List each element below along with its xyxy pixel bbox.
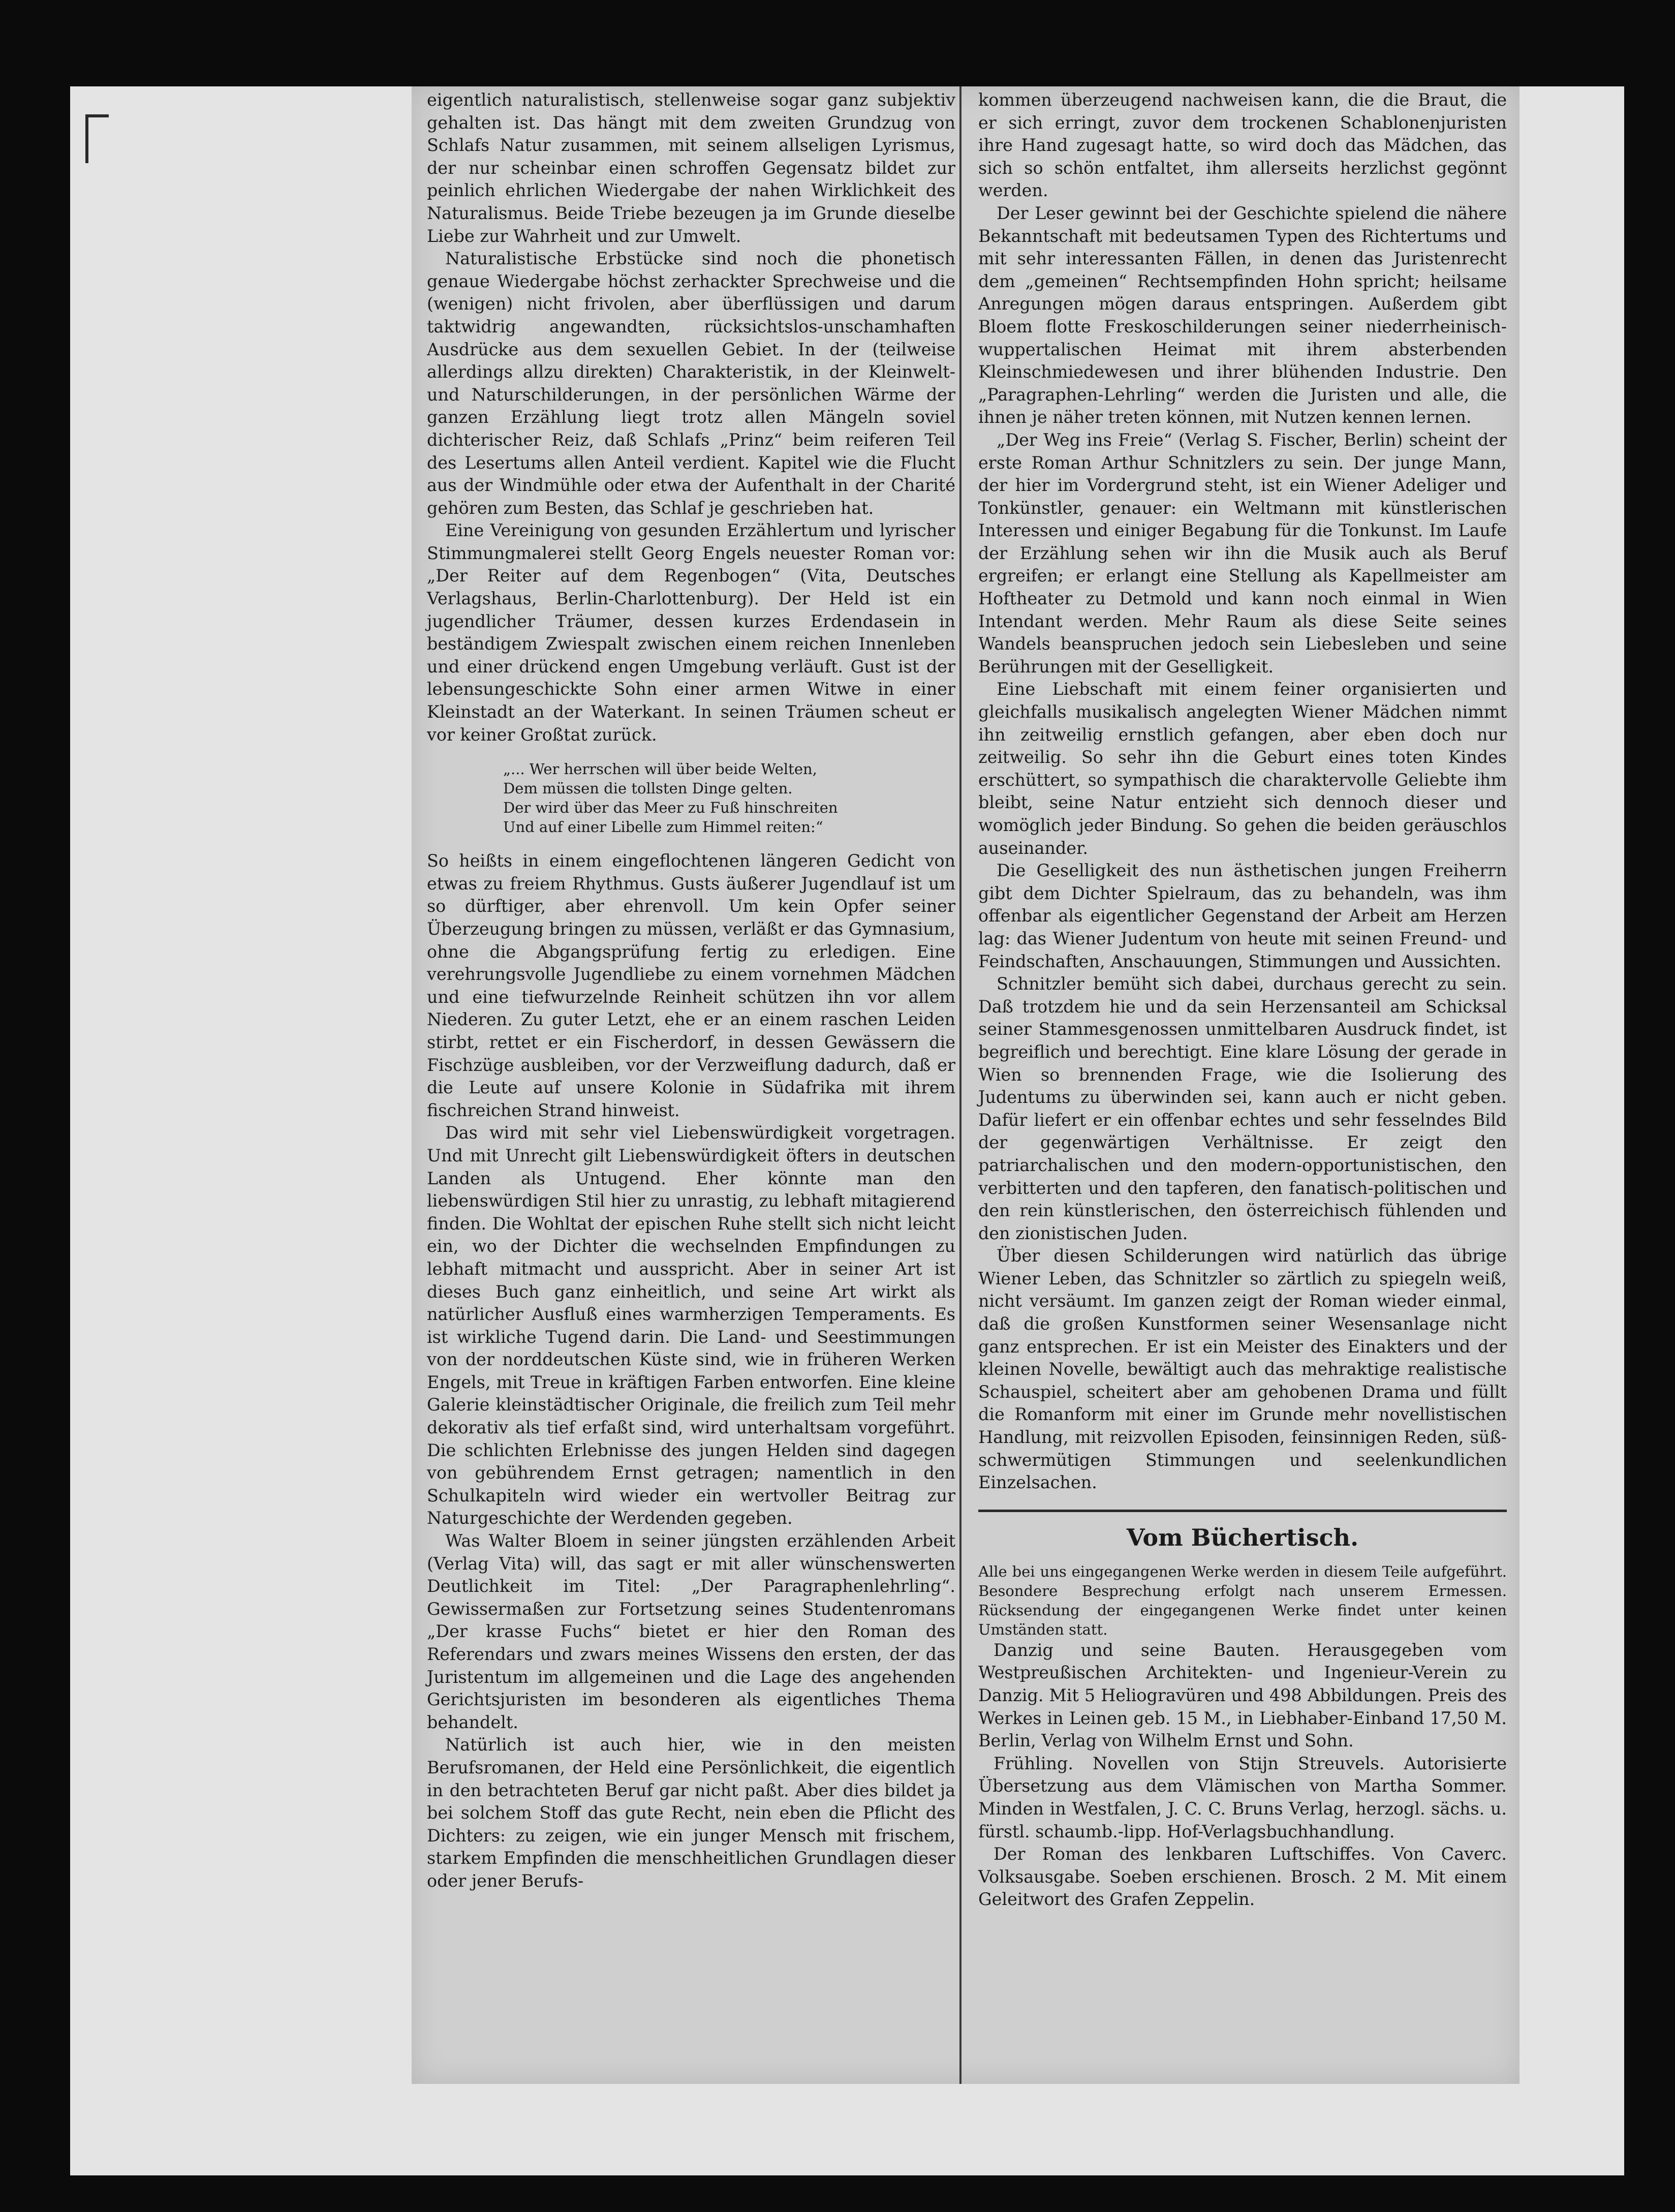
paragraph: eigentlich naturalistisch, stellenweise sogar ganz subjektiv gehalten ist. Das hängt mit dem zweiten Grundzug von Schlafs Natur zusammen, mit seinem allseligen Lyrismus, der nur scheinbar einen schroffen Gegensatz bildet zur peinlich ehrlichen Wiedergabe der nahen Wirklichkeit des Naturalismus. Beide Triebe bezeugen ja im Grunde dieselbe Liebe zur Wahrheit und zur Umwelt. [427,90,955,246]
poem-line: Der wird über das Meer zu Fuß hinschreiten [503,799,838,817]
paragraph: Der Leser gewinnt bei der Geschichte spielend die nähere Bekanntschaft mit bedeutsamen Typen des Richtertums und mit sehr interessanten Fällen, in denen das Juristenrecht dem „gemeinen“ Rechtsempfinden Hohn spricht; heilsame Anregungen mögen daraus entspringen. Außerdem gibt Bloem flotte Freskoschilderungen seiner niederrheinisch-wuppertalischen Heimat mit ihrem absterbenden Kleinschmiedewesen und ihrer blühenden Industrie. Den „Paragraphen-Lehrling“ werden die Juristen und alle, die ihnen je näher treten können, mit Nutzen kennen lernen. [978,203,1507,427]
section-heading: Vom Büchertisch. [1126,1523,1359,1551]
poem-line: „... Wer herrschen will über beide Welten, [503,760,817,778]
poem-line: Dem müssen die tollsten Dinge gelten. [503,780,793,797]
left-column [427,89,955,1893]
note-text: Alle bei uns eingegangenen Werke werden in diesem Teile aufgeführt. Besondere Besprechung erfolgt nach unserem Ermessen. Rücksendung der eingegangenen Werke findet unter keinen Umständen statt. [978,1562,1507,1638]
poem-line: Und auf einer Libelle zum Himmel reiten:“ [503,818,823,836]
poem-quote [427,759,955,837]
paragraph: „Der Weg ins Freie“ (Verlag S. Fischer, Berlin) scheint der erste Roman Arthur Schnitzlers zu sein. Der junge Mann, der hier im Vordergrund steht, ist ein Wiener Adeliger und Tonkünstler, genauer: ein Weltmann mit künstlerischen Interessen und einiger Begabung für die Tonkunst. Im Laufe der Erzählung sehen wir ihn die Musik auch als Beruf ergreifen; er erlangt eine Stellung als Kapellmeister am Hoftheater zu Detmold und kann noch einmal in Wien Intendant werden. Mehr Raum als diese Seite seines Wandels beanspruchen jedoch sein Liebesleben und seine Berührungen mit der Geselligkeit. [978,429,1507,677]
paragraph: Eine Vereinigung von gesunden Erzählertum und lyrischer Stimmungmalerei stellt Georg Engels neuester Roman vor: „Der Reiter auf dem Regenbogen“ (Vita, Deutsches Verlagshaus, Berlin-Charlottenburg). Der Held ist ein jugendlicher Träumer, dessen kurzes Erdendasein in beständigem Zwiespalt zwischen einem reichen Innenleben und einer drückend engen Umgebung verläuft. Gust ist der lebensungeschickte Sohn einer armen Witwe in einer Kleinstadt an der Waterkant. In seinen Träumen scheut er vor keiner Großtat zurück. [427,520,955,745]
column-rule [959,86,961,2084]
frame-corner-mark [85,114,109,163]
book-entry: Danzig und seine Bauten. Herausgegeben vom Westpreußischen Architekten- und Ingenieur-Verein zu Danzig. Mit 5 Heliogravüren und 498 Abbildungen. Preis des Werkes in Leinen geb. 15 M., in Liebhaber-Einband 17,50 M. Berlin, Verlag von Wilhelm Ernst und Sohn. [978,1640,1507,1751]
paragraph: Schnitzler bemüht sich dabei, durchaus gerecht zu sein. Daß trotzdem hie und da sein Herzensanteil am Schicksal seiner Stammesgenossen unmittelbaren Ausdruck findet, ist begreiflich und berechtigt. Eine klare Lösung der gerade in Wien so brennenden Frage, wie die Isolierung des Judentums zu überwinden sei, kann auch er nicht geben. Dafür liefert er ein offenbar echtes und sehr fesselndes Bild der gegenwärtigen Verhältnisse. Er zeigt den patriarchalischen und den modern-opportunistischen, den verbitterten und den tapferen, den fanatisch-politischen und den rein künstlerischen, den österreichisch fühlenden und den zionistischen Juden. [978,974,1507,1243]
right-column [978,89,1507,1911]
book-list [978,1639,1507,1911]
paragraph: kommen überzeugend nachweisen kann, die die Braut, die er sich erringt, zuvor dem trockenen Schablonenjuristen ihre Hand zugesagt hatte, so wird doch das Mädchen, das sich so schön entfaltet, ihm allerseits herzlichst gegönnt werden. [978,90,1507,201]
paragraph: Natürlich ist auch hier, wie in den meisten Berufsromanen, der Held eine Persönlichkeit, die eigentlich in den betrachteten Beruf gar nicht paßt. Aber dies bildet ja bei solchem Stoff das gute Recht, nein eben die Pflicht des Dichters: zu zeigen, wie ein junger Mensch mit frischem, starkem Empfinden die menschheitlichen Grundlagen dieser oder jener Berufs- [427,1735,955,1891]
paragraph: Über diesen Schilderungen wird natürlich das übrige Wiener Leben, das Schnitzler so zärtlich zu spiegeln weiß, nicht versäumt. Im ganzen zeigt der Roman wieder einmal, daß die großen Kunstformen seiner Wesensanlage nicht ganz entsprechen. Er ist ein Meister des Einakters und der kleinen Novelle, bewältigt auch das mehraktige realistische Schauspiel, scheitert aber am gehobenen Drama und füllt die Romanform mit einer im Grunde mehr novellistischen Handlung, mit reizvollen Episoden, feinsinnigen Reden, süß-schwermütigen Stimmungen und seelenkundlichen Einzelsachen. [978,1246,1507,1493]
paragraph: Das wird mit sehr viel Liebenswürdigkeit vorgetragen. Und mit Unrecht gilt Liebenswürdigkeit öfters in deutschen Landen als Untugend. Eher könnte man den liebenswürdigen Stil hier zu unrastig, zu lebhaft mitagierend finden. Die Wohltat der epischen Ruhe stellt sich nicht leicht ein, wo der Dichter die wechselnden Empfindungen zu lebhaft mitmacht und ausspricht. Aber in seiner Art ist dieses Buch ganz einheitlich, und seine Art wirkt als natürlicher Ausfluß eines warmherzigen Temperaments. Es ist wirkliche Tugend darin. Die Land- und Seestimmungen von der norddeutschen Küste sind, wie in früheren Werken Engels, mit Treue in kräftigen Farben entworfen. Eine kleine Galerie kleinstädtischer Originale, die freilich zum Teil mehr dekorativ als tief erfaßt sind, wird unterhaltsam vorgeführt. Die schlichten Erlebnisse des jungen Helden sind dagegen von gebührendem Ernst getragen; namentlich in den Schulkapiteln wird wieder ein wertvoller Beitrag zur Naturgeschichte der Werdenden gegeben. [427,1123,955,1528]
book-entry: Frühling. Novellen von Stijn Streuvels. Autorisierte Übersetzung aus dem Vlämischen von Martha Sommer. Minden in Westfalen, J. C. C. Bruns Verlag, herzogl. sächs. u. fürstl. schaumb.-lipp. Hof-Verlagsbuchhandlung. [978,1753,1507,1841]
paragraph: Was Walter Bloem in seiner jüngsten erzählenden Arbeit (Verlag Vita) will, das sagt er mit aller wünschenswerten Deutlichkeit im Titel: „Der Paragraphenlehrling“. Gewissermaßen zur Fortsetzung seines Studentenromans „Der krasse Fuchs“ bietet er hier den Roman des Referendars und zwars meines Wissens den ersten, der das Juristentum im allgemeinen und die Lage des angehenden Gerichtsjuristen im besonderen als eigentliches Thema behandelt. [427,1531,955,1732]
paragraph: Naturalistische Erbstücke sind noch die phonetisch genaue Wiedergabe höchst zerhackter Sprechweise und die (wenigen) nicht frivolen, aber überflüssigen und darum taktwidrig angewandten, rücksichtslos-unschamhaften Ausdrücke aus dem sexuellen Gebiet. In der (teilweise allerdings allzu direkten) Charakteristik, in der Kleinwelt- und Naturschilderungen, in der persönlichen Wärme der ganzen Erzählung liegt trotz allen Mängeln soviel dichterischer Reiz, daß Schlafs „Prinz“ beim reiferen Teil des Lesertums allen Anteil verdient. Kapitel wie die Flucht aus der Windmühle oder etwa der Aufenthalt in der Charité gehören zum Besten, das Schlaf je geschrieben hat. [427,249,955,518]
paragraph: Eine Liebschaft mit einem feiner organisierten und gleichfalls musikalisch angelegten Wiener Mädchen nimmt ihn zeitweilig ernstlich gefangen, aber eben doch nur zeitweilig. So sehr ihn die Geburt eines toten Kindes erschüttert, so sympathisch die charaktervolle Geliebte ihm bleibt, seine Natur entzieht sich dennoch dieser und womöglich jeder Bindung. So gehen die beiden geräuschlos auseinander. [978,679,1507,858]
book-entry: Der Roman des lenkbaren Luftschiffes. Von Caverc. Volksausgabe. Soeben erschienen. Brosch. 2 M. Mit einem Geleitwort des Grafen Zeppelin. [978,1844,1507,1910]
editorial-note [978,1562,1507,1639]
section-divider [978,1510,1507,1512]
paragraph: So heißts in einem eingeflochtenen längeren Gedicht von etwas zu freiem Rhythmus. Gusts äußerer Jugendlauf ist um so dürftiger, aber ehrenvoll. Um kein Opfer seiner Überzeugung bringen zu müssen, verläßt er das Gymnasium, ohne die Abgangsprüfung fertig zu erledigen. Eine verehrungsvolle Jugendliebe zu einem vornehmen Mädchen und eine tiefwurzelnde Reinheit schützen ihn vor allem Niederen. Zu guter Letzt, ehe er an einem raschen Leiden stirbt, rettet er ein Fischerdorf, in dessen Gewässern die Fischzüge ausbleiben, vor der Verzweiflung dadurch, daß er die Leute auf unsere Kolonie in Südafrika mit ihrem fischreichen Strand hinweist. [427,851,955,1120]
paragraph: Die Geselligkeit des nun ästhetischen jungen Freiherrn gibt dem Dichter Spielraum, das zu behandeln, was ihm offenbar als eigentlicher Gegenstand der Arbeit am Herzen lag: das Wiener Judentum von heute mit seinen Freund- und Feindschaften, Anschauungen, Stimmungen und Aussichten. [978,861,1507,971]
